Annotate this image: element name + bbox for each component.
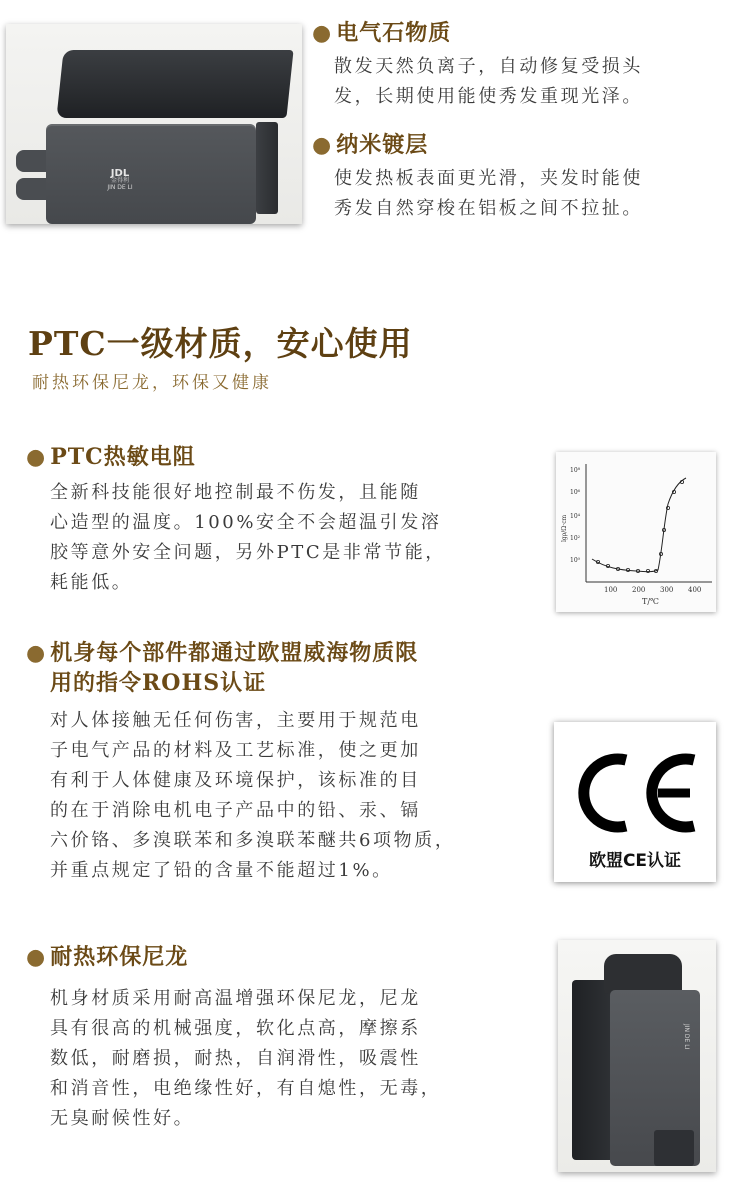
- bullet-dot: ●: [26, 640, 47, 666]
- y-tick: 10⁰: [570, 557, 581, 564]
- y-tick: 10⁶: [570, 489, 581, 496]
- x-tick: 200: [632, 586, 646, 594]
- ce-caption: 欧盟CE认证: [588, 851, 682, 871]
- ce-certification-badge: [554, 722, 716, 882]
- feature-title: ● 机身每个部件都通过欧盟威海物质限 用的指令ROHS认证: [26, 640, 419, 696]
- section-subtitle: 耐热环保尼龙，环保又健康: [32, 373, 272, 393]
- feature-text: 散发天然负离子，自动修复受损头 发，长期使用能使秀发重现光泽。: [334, 56, 643, 107]
- x-axis-label: T/℃: [642, 597, 659, 606]
- bullet-dot: ●: [26, 944, 47, 970]
- bullet-dot: ●: [26, 444, 47, 470]
- brand-logo: JDL 金得利 JIN DE LI: [107, 168, 133, 191]
- feature-title: ● 电气石物质: [312, 20, 452, 46]
- data-point: [646, 569, 649, 572]
- handle-slot: [654, 1130, 694, 1166]
- y-tick: 10²: [570, 535, 581, 542]
- ce-mark-icon: [554, 722, 716, 842]
- feature-text: 全新科技能很好地控制最不伤发，且能随 心造型的温度。100%安全不会超温引发溶 胶等意外安全问题，另外PTC是非常节能， 耗能低。: [50, 482, 446, 593]
- straightener-cap: [604, 954, 682, 994]
- product-photo-top: [6, 24, 302, 224]
- bullet-dot: ●: [312, 132, 333, 158]
- feature-title: ● 耐热环保尼龙: [26, 944, 189, 970]
- ptc-graph-svg: [556, 452, 716, 612]
- feature-rohs: [26, 640, 556, 886]
- feature-tourmaline: [312, 20, 742, 112]
- feature-text: 使发热板表面更光滑，夹发时能使 秀发自然穿梭在铝板之间不拉扯。: [334, 168, 643, 219]
- hinge: [256, 122, 278, 214]
- heating-plate: [56, 50, 293, 118]
- brand-logo: JIN DE LI: [683, 1024, 690, 1050]
- straightener-body: [46, 124, 256, 224]
- x-tick: 400: [688, 586, 702, 594]
- section-title: PTC一级材质，安心使用: [28, 324, 413, 363]
- x-tick: 100: [604, 586, 618, 594]
- x-tick: 300: [660, 586, 674, 594]
- feature-title: ● 纳米镀层: [312, 132, 429, 158]
- ptc-curve: [592, 478, 686, 572]
- feature-ptc: [26, 444, 546, 598]
- feature-title: ● PTC热敏电阻: [26, 444, 196, 470]
- feature-text: 对人体接触无任何伤害，主要用于规范电 子电气产品的材料及工艺标准，使之更加 有利于人体健康及环境保护，该标准的目 的在于消除电机电子产品中的铅、汞、镉 六价铬、多溴联苯和多溴联苯醚共6项物质， 并重点规定了铅的含量不能超过1%。: [50, 710, 456, 881]
- feature-nano-coating: [312, 132, 742, 224]
- ce-letter-c: [584, 759, 626, 827]
- bullet-dot: ●: [312, 20, 333, 46]
- product-photo-bottom: [558, 940, 716, 1172]
- y-tick: 10⁴: [570, 513, 581, 520]
- feature-nylon: [26, 944, 546, 1134]
- feature-text: 机身材质采用耐高温增强环保尼龙，尼龙 具有很高的机械强度，软化点高，摩擦系 数低，耐磨损，耐热，自润滑性，吸震性 和消音性，电绝缘性好，有自熄性，无毒， 无臭耐候性好。: [50, 988, 442, 1129]
- y-axis-label: lgρ/Ω·cm: [561, 514, 568, 542]
- y-tick: 10⁸: [570, 467, 581, 474]
- ptc-resistance-graph: [556, 452, 716, 612]
